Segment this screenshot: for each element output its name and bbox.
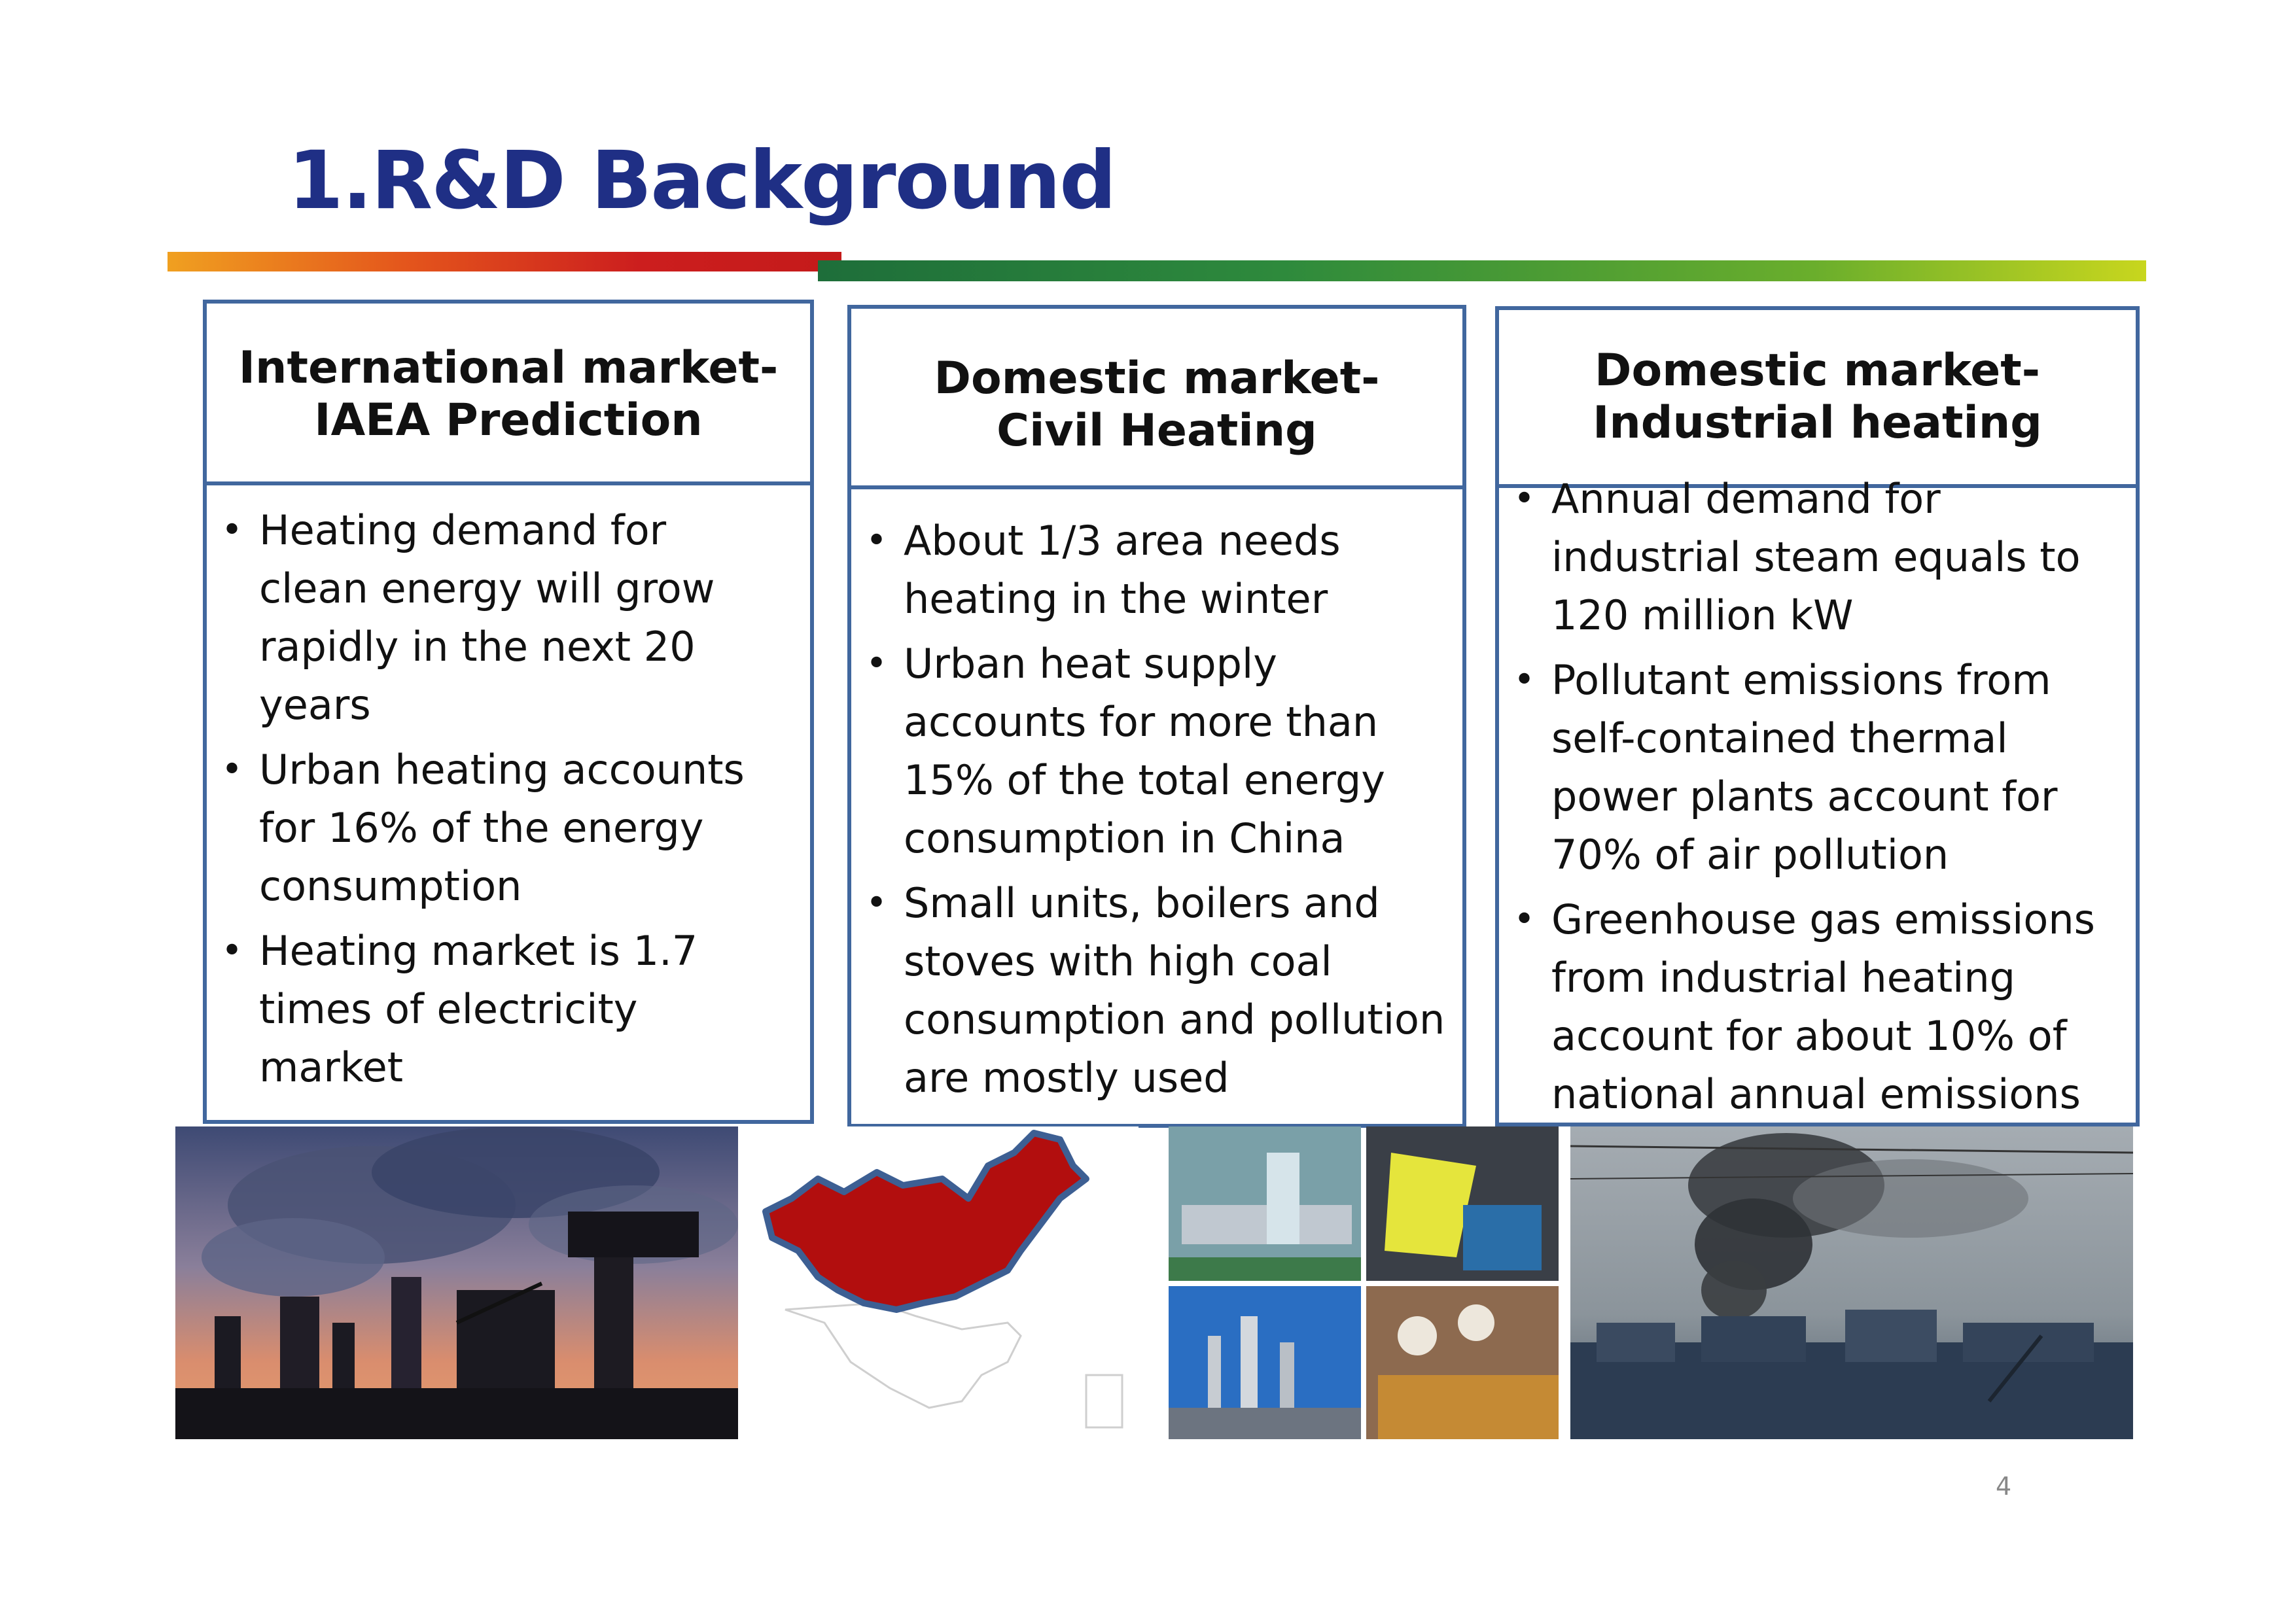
bullet-list (1499, 470, 2136, 1123)
page-number: 4 (1996, 1472, 2012, 1501)
card-body (851, 485, 1462, 1124)
bullet-item: • Greenhouse gas emissions from industrial heating account for about 10% of national annual emissions (1499, 890, 2136, 1123)
card-heading-line2: IAEA Prediction (314, 394, 703, 446)
china-map-image (746, 1126, 1139, 1440)
card-heading-line1: Domestic market- (934, 353, 1380, 404)
factory-collage-photo (1169, 1126, 1559, 1439)
card-heading (851, 309, 1462, 489)
bullet-item: • Heating demand for clean energy will grow rapidly in the next 20 years (207, 501, 784, 734)
bullet-item: • Annual demand for industrial steam equals to 120 million kW (1499, 470, 2136, 644)
bullet-list (207, 501, 784, 1096)
bullet-item: • Urban heating accounts for 16% of the energy consumption (207, 741, 784, 915)
bullet-item: • About 1/3 area needs heating in the winter (851, 512, 1449, 628)
polluted-town-photo (1570, 1126, 2133, 1439)
card-heading-line2: Industrial heating (1593, 397, 2042, 449)
card-heading-line2: Civil Heating (997, 405, 1317, 457)
slide-title: 1.R&D Background (288, 134, 1116, 227)
title-underline-accent-right (818, 260, 2146, 281)
card-body (1499, 475, 2136, 1123)
card-civil-heating (847, 305, 1466, 1128)
card-heading (207, 304, 810, 485)
bullet-item: • Urban heat supply accounts for more than 15% of the total energy consumption in China (851, 635, 1449, 867)
card-industrial-heating (1495, 306, 2140, 1126)
title-underline-accent-left (168, 252, 841, 271)
card-international-market (203, 300, 814, 1124)
bullet-item: • Small units, boilers and stoves with high coal consumption and pollution are mostly used (851, 874, 1449, 1107)
card-heading (1499, 310, 2136, 488)
card-body (207, 481, 810, 1120)
bullet-list (851, 512, 1449, 1107)
card-heading-line1: International market- (238, 342, 779, 394)
bullet-item: • Heating market is 1.7 times of electricity market (207, 922, 784, 1096)
bullet-item: • Pollutant emissions from self-contained thermal power plants account for 70% of air pollution (1499, 651, 2136, 884)
industrial-smokestacks-photo (175, 1126, 738, 1439)
card-heading-line1: Domestic market- (1595, 345, 2040, 396)
